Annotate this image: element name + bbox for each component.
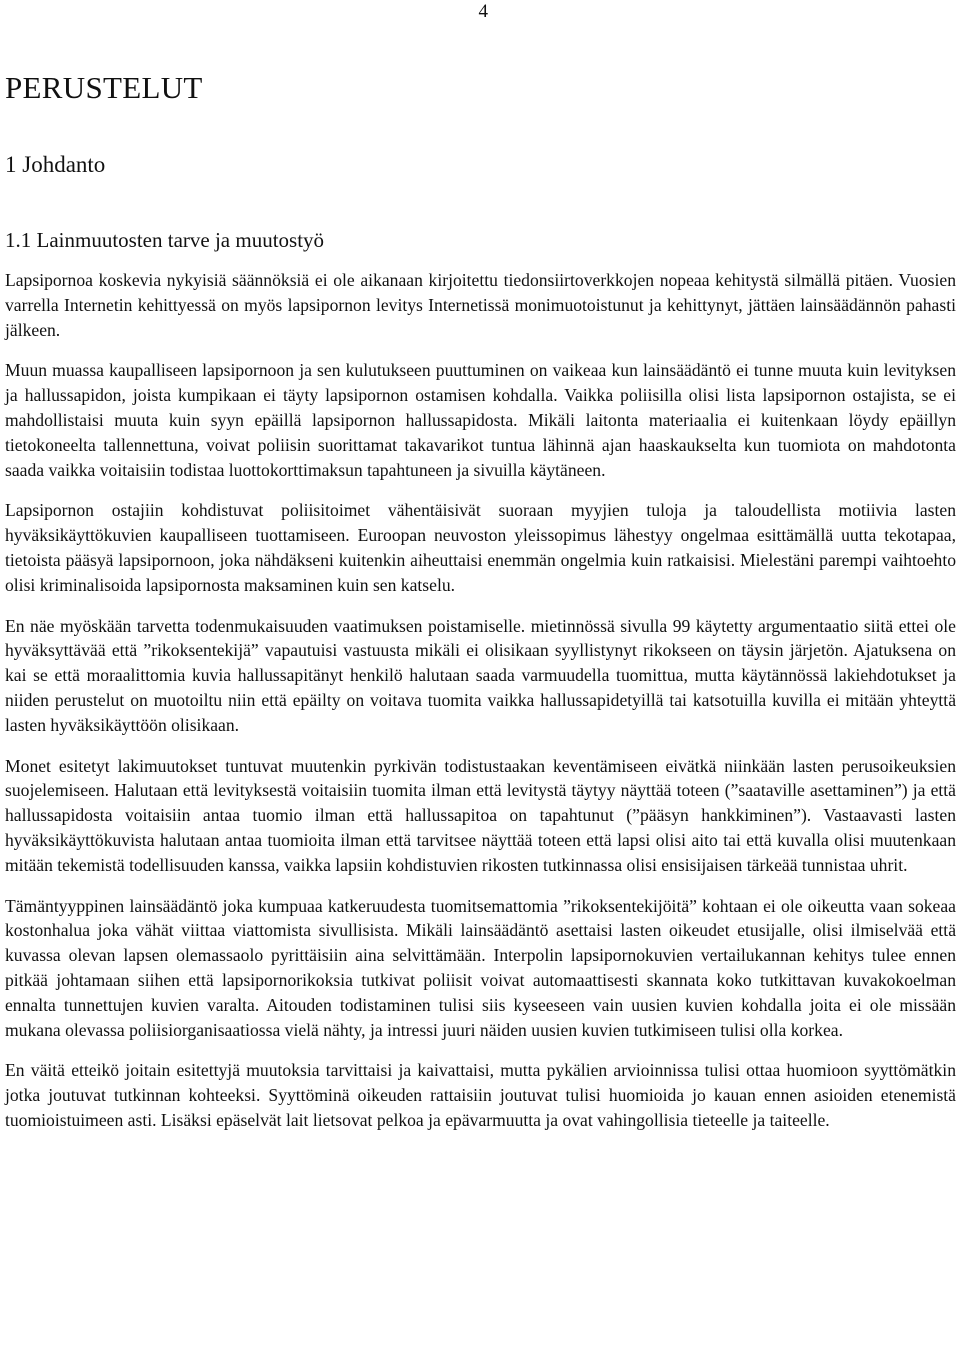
paragraph: Monet esitetyt lakimuutokset tuntuvat muutenkin pyrkivän todistustaakan keventämiseen eivätkä niinkään lasten perusoikeuksien suojelemiseen. Halutaan että levityksestä voitaisiin tuomita ilman että levitystä täytyy näyttää toteen (”saataville asettaminen”) ja että hallussapidosta voitaisiin antaa tuomio ilman että hallussapitoa on tapahtunut (”pääsyn hankkiminen”). Vastaavasti lasten hyväksikäyttökuvista halutaan antaa tuomioita ilman että tarvitsee näyttää toteen että lapsi olisi aito tai että kuvalla olisi muutenkaan mitään tekemistä todellisuuden kanssa, vaikka lapsiin kohdistuvien rikosten tutkinnassa olisi ensisijaisen tärkeää tunnistaa uhrit. (5, 755, 956, 875)
paragraph: Lapsipornon ostajiin kohdistuvat poliisitoimet vähentäisivät suoraan myyjien tuloja ja taloudellista motiivia lasten hyväksikäyttökuvien kaupalliseen tuottamiseen. Euroopan neuvoston yleissopimus lähestyy ongelmaa esittämällä uutta tekotapaa, tietoista pääsyä lapsipornoon, joka nähdäkseni kuitenkin aiheuttaisi enemmän ongelmia kuin ratkaisisi. Mielestäni parempi vaihtoehto olisi kriminalisoida lapsipornosta maksaminen kuin sen katselu. (5, 500, 956, 595)
paragraph: En väitä etteikö joitain esitettyjä muutoksia tarvittaisi ja kaivattaisi, mutta pykälien arvioinnissa tulisi ottaa huomioon syyttömätkin jotka joutuvat tutkinnan kohteeksi. Syyttöminä oikeuden rattaisiin joutuvat tulisi huomioida jo kauan ennen asioiden etenemistä tuomioistuimeen asti. Lisäksi epäselvät lait lietsovat pelkoa ja epävarmuutta ja ovat vahingollisia tieteelle ja taiteelle. (5, 1060, 956, 1130)
paragraph: Tämäntyyppinen lainsäädäntö joka kumpuaa katkeruudesta tuomitsemattomia ”rikoksentekijöitä” kohtaan ei ole oikeutta vaan sokeaa kostonhalua joka vähät viittaa viattomista sivullisista. Mikäli lainsäädäntö asettaisi lasten oikeudet etusijalle, olisi ilmiselvää että kuvassa olevan lapsen olemassaolo pyrittäisiin aina selvittämään. Interpolin lapsipornokuvien vertailukannan kehitys tulee ennen pitkää johtamaan siihen että lapsipornorikoksia tutkivat poliisit voivat automaattisesti skannata koko tutkittavan kuvakokoelman ennalta tunnettujen kuvien varalta. Aitouden todistaminen tulisi siis kyseeseen vain uusien kuvien kohdalla joita ei ole missään mukana olevassa poliisiorganisaatiossa vielä nähty, ja intressi juuri näiden uusien kuvien tutkimiseen tulisi olla korkea. (5, 895, 956, 1040)
document-title: PERUSTELUT (5, 70, 203, 105)
paragraph: Lapsipornoa koskevia nykyisiä säännöksiä ei ole aikanaan kirjoitettu tiedonsiirtoverkkojen nopeaa kehitystä silmällä pitäen. Vuosien varrella Internetin kehittyessä on myös lapsipornon levitys Internetissä monimuotoistunut ja kehittynyt, jättäen lainsäädännön pahasti jälkeen. (5, 270, 956, 340)
paragraph: En näe myöskään tarvetta todenmukaisuuden vaatimuksen poistamiselle. mietinnössä sivulla 99 käytetty argumentaatio siitä ettei ole hyväksyttävää että ”rikoksentekijä” vapautuisi vastuusta mikäli ei olisikaan syyllistynyt rikokseen on täysin järjetön. Ajatuksena on kai se että moraalittomia kuvia hallussapitänyt henkilö halutaan saada varmuudella tuomittua, mutta käytännössä lakiehdotukset ja niiden perustelut on muotoiltu niin että epäilty on voitava tuomita vaikka hallussapidetyillä tai katsotuilla kuvilla ei mitään yhteyttä lasten hyväksikäyttöön olisikaan. (5, 615, 956, 735)
body-text (5, 268, 956, 1133)
page-number: 4 (478, 1, 488, 22)
paragraph: Muun muassa kaupalliseen lapsipornoon ja sen kulutukseen puuttuminen on vaikeaa kun lainsäädäntö ei tunne muuta kuin levityksen ja hallussapidon, joista kumpikaan ei täyty lapsipornon ostamisen kohdalla. Vaikka poliisilla olisi lista lapsipornon ostajista, se ei mahdollistaisi muuta kuin syyn epäillä lapsipornon hallussapidosta. Mikäli laitonta materiaalia ei kuitenkaan löydy epäillyn tietokoneelta tallennettuna, voivat poliisin suorittamat takavarikot tuntua lähinnä ajan haaskaukselta kun tuomiota on mahdotonta saada vaikka voitaisiin todistaa luottokorttimaksun tapahtuneen ja sivuilla käytäneen. (5, 360, 956, 480)
subsection-heading: 1.1 Lainmuutosten tarve ja muutostyö (5, 228, 325, 252)
section-heading: 1 Johdanto (5, 152, 106, 177)
